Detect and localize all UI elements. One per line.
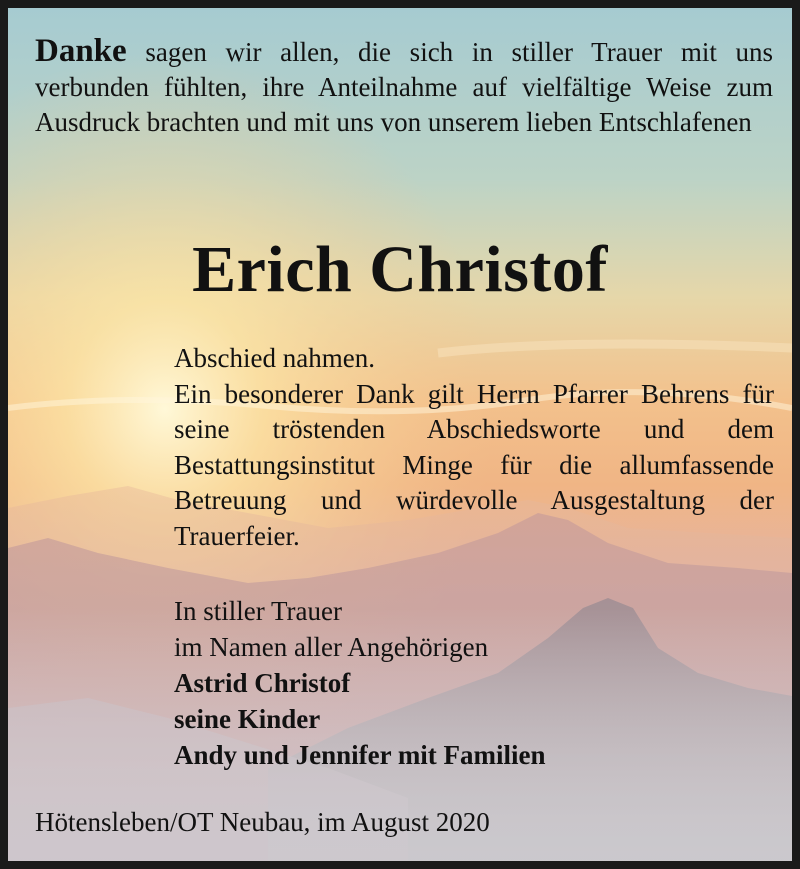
- place-and-date: Hötensleben/OT Neubau, im August 2020: [35, 807, 490, 837]
- notice-content: [8, 8, 792, 861]
- mourner-name-1: Astrid Christof: [174, 668, 351, 698]
- mourner-name-3: Andy und Jennifer mit Familien: [174, 740, 546, 770]
- intro-text: sagen wir allen, die sich in stiller Trauer mit uns verbunden fühlten, ihre Anteilnahme auf vielfältige Weise zum Ausdruck brachten und mit uns von unserem lieben Entschlafenen: [35, 37, 773, 137]
- signature-line-2: im Namen aller Angehörigen: [174, 632, 489, 662]
- signature-block: [174, 593, 774, 773]
- deceased-name: Erich Christof: [192, 233, 608, 306]
- thanks-intro: [35, 34, 773, 140]
- intro-heading: Danke: [35, 33, 127, 69]
- farewell-line: Abschied nahmen.: [174, 343, 375, 373]
- signature-line-1: In stiller Trauer: [174, 596, 342, 626]
- thanks-body: [174, 341, 774, 554]
- special-thanks-text: Ein besonderer Dank gilt Herrn Pfarrer Behrens für seine tröstenden Abschiedsworte und dem Bestattungsinstitut Minge für die allumfassende Betreuung und würdevolle Ausgestaltung der Trauerfeier.: [174, 378, 774, 551]
- mourner-name-2: seine Kinder: [174, 704, 321, 734]
